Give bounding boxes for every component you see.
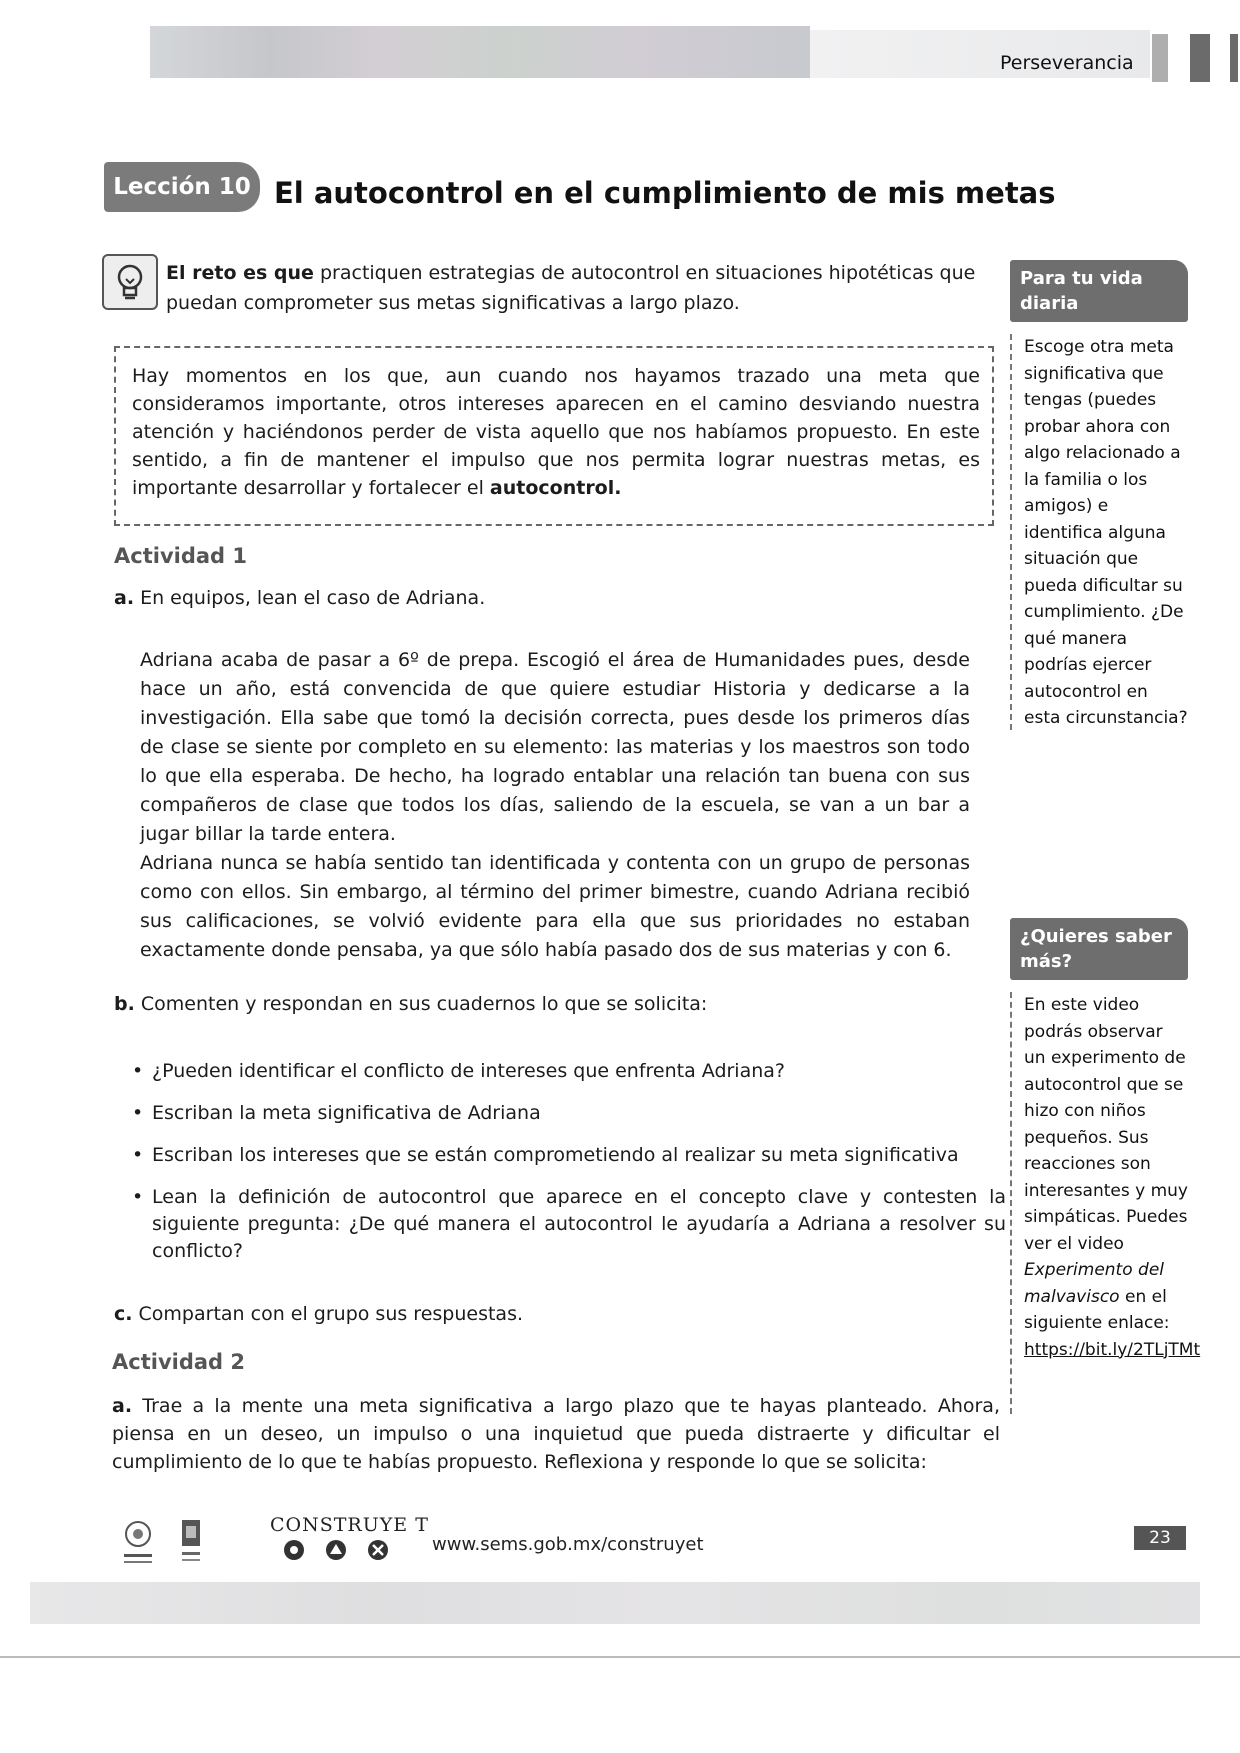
construye-t-brand: CONSTRUYE T xyxy=(270,1514,429,1536)
case-paragraph-2: Adriana nunca se había sentido tan identificada y contenta con un grupo de personas como con ellos. Sin embargo, al término del primer bimestre, cuando Adriana recibió sus calificaciones, se volvió evidente para ella que sus prioridades no estaban exactamente donde pensaba, ya que sólo había pasado dos de sus materias y con 6. xyxy=(140,852,970,961)
challenge-lead: El reto es que xyxy=(166,262,314,284)
question-list xyxy=(132,1058,1006,1280)
page-edge-line xyxy=(0,1656,1240,1658)
item-text: Compartan con el grupo sus respuestas. xyxy=(138,1303,524,1325)
video-link[interactable]: https://bit.ly/2TLjTMt xyxy=(1024,1339,1201,1360)
activity-1-item-c xyxy=(114,1300,994,1328)
footer-band xyxy=(30,1582,1200,1624)
video-title: Experimento del malvavisco xyxy=(1024,1260,1165,1307)
page-number: 23 xyxy=(1134,1526,1186,1550)
header-blocks xyxy=(1152,34,1238,82)
item-text: Trae a la mente una meta significativa a largo plazo que te hayas planteado. Ahora, piensa en un deseo, un impulso o una inquietud que pueda distraerte y dificultar el cumplimiento de lo que te habías propuesto. Reflexiona y responde lo que se solicita: xyxy=(112,1395,1000,1473)
unesco-logo xyxy=(180,1518,202,1568)
sidebar-daily-life-title: Para tu vida diaria xyxy=(1010,260,1188,322)
item-letter: a. xyxy=(112,1395,133,1417)
lightbulb-icon xyxy=(102,254,158,310)
lesson-title: El autocontrol en el cumplimiento de mis metas xyxy=(274,176,1056,210)
header-band xyxy=(150,26,810,78)
activity-1-item-a xyxy=(114,584,994,612)
intro-body: Hay momentos en los que, aun cuando nos hayamos trazado una meta que consideramos importante, otros intereses aparecen en el camino desviando nuestra atención y haciéndonos perder de vista aquello que nos habíamos propuesto. En este sentido, a fin de mantener el impulso que nos permita lograr nuestras metas, es importante desarrollar y fortalecer el xyxy=(132,365,980,499)
sidebar-learn-more-title: ¿Quieres saber más? xyxy=(1010,918,1188,980)
activity-1-title: Actividad 1 xyxy=(114,544,247,568)
case-paragraph-1: Adriana acaba de pasar a 6º de prepa. Escogió el área de Humanidades pues, desde hace un año, está convencida de que quiere estudiar Historia y dedicarse a la investigación. Ella sabe que tomó la decisión correcta, pues desde los primeros días de clase se siente por completo en su elemento: las materias y los maestros son todo lo que ella esperaba. De hecho, ha logrado entablar una relación tan buena con sus compañeros de clase que todos los días, saliendo de la escuela, se van a un bar a jugar billar la tarde entera. xyxy=(140,649,970,845)
sidebar-daily-life-text: Escoge otra meta significativa que tengas (puedes probar ahora con algo relacionado a la familia o los amigos) e identifica alguna situación que pueda dificultar su cumplimiento. ¿De qué manera podrías ejercer autocontrol en esta circunstancia? xyxy=(1010,334,1188,730)
adriana-case xyxy=(140,646,970,965)
item-text: Comenten y respondan en sus cuadernos lo que se solicita: xyxy=(140,993,708,1015)
challenge-statement xyxy=(166,258,1006,318)
construye-t-icons xyxy=(280,1538,410,1570)
list-item: • Escriban la meta significativa de Adriana xyxy=(132,1100,1006,1127)
item-letter: c. xyxy=(114,1303,133,1325)
item-text: En equipos, lean el caso de Adriana. xyxy=(140,587,486,609)
sidebar-learn-more-text xyxy=(1010,992,1201,1414)
lesson-badge: Lección 10 xyxy=(104,162,260,212)
sidebar-learn-more-tail: en el siguiente enlace: xyxy=(1024,1286,1170,1333)
activity-1-item-b xyxy=(114,990,994,1018)
item-letter: b. xyxy=(114,993,135,1015)
list-item: • ¿Pueden identificar el conflicto de intereses que enfrenta Adriana? xyxy=(132,1058,1006,1085)
challenge-text: practiquen estrategias de autocontrol en situaciones hipotéticas que puedan comprometer sus metas significativas a largo plazo. xyxy=(166,262,976,314)
intro-bold: autocontrol. xyxy=(489,477,622,499)
list-item: • Lean la definición de autocontrol que aparece en el concepto clave y contesten la siguiente pregunta: ¿De qué manera el autocontrol le ayudaría a Adriana a resolver su conflicto? xyxy=(132,1184,1006,1265)
activity-2-item-a xyxy=(112,1392,1000,1476)
list-item: • Escriban los intereses que se están comprometiendo al realizar su meta significativa xyxy=(132,1142,1006,1169)
sep-logo xyxy=(118,1518,158,1568)
footer-url: www.sems.gob.mx/construyet xyxy=(432,1534,704,1555)
activity-2-title: Actividad 2 xyxy=(112,1350,245,1374)
item-letter: a. xyxy=(114,587,135,609)
sidebar-learn-more-body: En este video podrás observar un experimento de autocontrol que se hizo con niños pequeños. Sus reacciones son interesantes y muy simpáticas. Puedes ver el video xyxy=(1024,995,1188,1254)
intro-text xyxy=(132,362,980,502)
section-label: Perseverancia xyxy=(1000,52,1134,74)
